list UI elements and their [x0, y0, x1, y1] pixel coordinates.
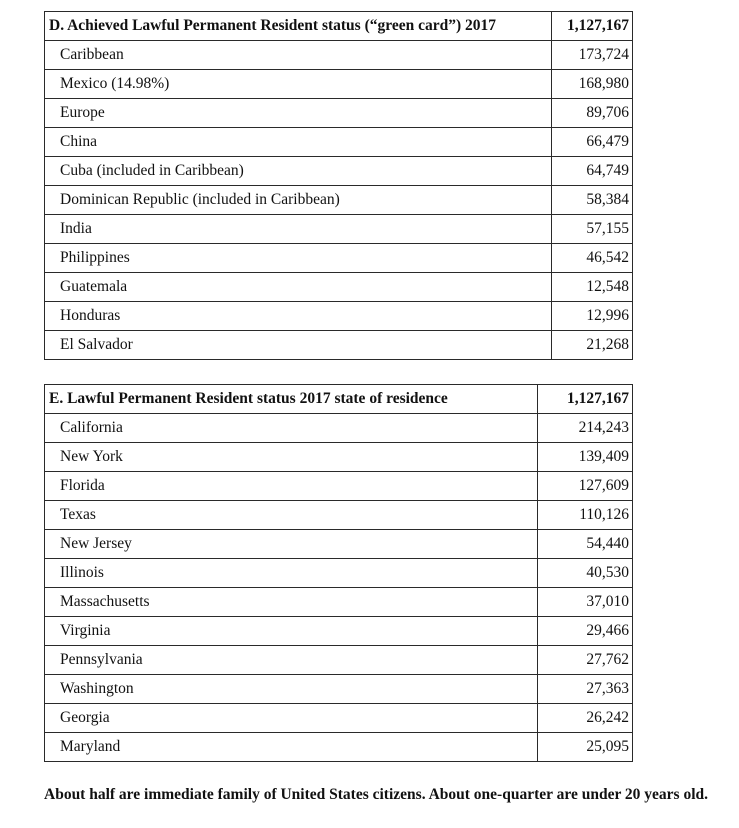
green-card-origin-table: [44, 11, 633, 360]
row-label: Pennsylvania: [45, 646, 538, 675]
table-total: 1,127,167: [552, 12, 633, 41]
row-value: 46,542: [552, 244, 633, 273]
table-row: [45, 733, 633, 762]
row-value: 54,440: [538, 530, 633, 559]
row-label: California: [45, 414, 538, 443]
state-of-residence-table: [44, 384, 633, 762]
table-row: [45, 70, 633, 99]
row-value: 27,363: [538, 675, 633, 704]
row-label: Mexico (14.98%): [45, 70, 552, 99]
table-row: [45, 646, 633, 675]
table-row: [45, 472, 633, 501]
row-label: Massachusetts: [45, 588, 538, 617]
row-value: 64,749: [552, 157, 633, 186]
row-value: 127,609: [538, 472, 633, 501]
row-label: Texas: [45, 501, 538, 530]
row-value: 12,548: [552, 273, 633, 302]
row-value: 26,242: [538, 704, 633, 733]
row-label: Cuba (included in Caribbean): [45, 157, 552, 186]
table-row: [45, 273, 633, 302]
row-label: Illinois: [45, 559, 538, 588]
table-row: [45, 302, 633, 331]
table-header-row: [45, 385, 633, 414]
table-row: [45, 675, 633, 704]
row-label: China: [45, 128, 552, 157]
row-label: Virginia: [45, 617, 538, 646]
row-value: 57,155: [552, 215, 633, 244]
row-label: Georgia: [45, 704, 538, 733]
row-value: 12,996: [552, 302, 633, 331]
table-row: [45, 704, 633, 733]
row-label: New York: [45, 443, 538, 472]
row-label: Washington: [45, 675, 538, 704]
table-row: [45, 128, 633, 157]
row-value: 89,706: [552, 99, 633, 128]
row-value: 27,762: [538, 646, 633, 675]
table-row: [45, 530, 633, 559]
table-row: [45, 157, 633, 186]
row-value: 21,268: [552, 331, 633, 360]
row-value: 40,530: [538, 559, 633, 588]
table-row: [45, 186, 633, 215]
footer-note: About half are immediate family of United States citizens. About one-quarter are under 20 years old.: [44, 786, 709, 803]
row-value: 25,095: [538, 733, 633, 762]
row-value: 110,126: [538, 501, 633, 530]
table-title: D. Achieved Lawful Permanent Resident status (“green card”) 2017: [45, 12, 552, 41]
table-row: [45, 414, 633, 443]
table-row: [45, 588, 633, 617]
table-row: [45, 501, 633, 530]
green-card-origin-table-body: [45, 12, 633, 360]
table-row: [45, 99, 633, 128]
row-value: 66,479: [552, 128, 633, 157]
row-value: 37,010: [538, 588, 633, 617]
table-row: [45, 617, 633, 646]
row-label: New Jersey: [45, 530, 538, 559]
table-title: E. Lawful Permanent Resident status 2017 state of residence: [45, 385, 538, 414]
table-row: [45, 244, 633, 273]
table-row: [45, 215, 633, 244]
row-label: Maryland: [45, 733, 538, 762]
row-label: Honduras: [45, 302, 552, 331]
state-of-residence-table-body: [45, 385, 633, 762]
row-label: Caribbean: [45, 41, 552, 70]
row-label: Florida: [45, 472, 538, 501]
table-row: [45, 559, 633, 588]
table-row: [45, 41, 633, 70]
row-label: Guatemala: [45, 273, 552, 302]
row-value: 214,243: [538, 414, 633, 443]
table-row: [45, 443, 633, 472]
table-total: 1,127,167: [538, 385, 633, 414]
row-value: 29,466: [538, 617, 633, 646]
row-value: 139,409: [538, 443, 633, 472]
row-value: 173,724: [552, 41, 633, 70]
row-label: Philippines: [45, 244, 552, 273]
row-value: 58,384: [552, 186, 633, 215]
row-label: Dominican Republic (included in Caribbean): [45, 186, 552, 215]
table-row: [45, 331, 633, 360]
row-label: El Salvador: [45, 331, 552, 360]
table-header-row: [45, 12, 633, 41]
row-value: 168,980: [552, 70, 633, 99]
row-label: Europe: [45, 99, 552, 128]
row-label: India: [45, 215, 552, 244]
